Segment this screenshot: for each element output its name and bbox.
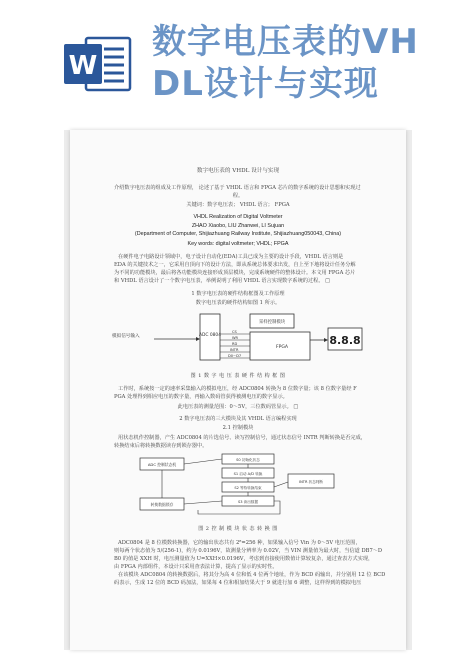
body-line: B0 的值是 XXH 时，电压测量值为 U=XXH×0.0196V，考虑到直接使用数值计算较复杂，通过查表方式实现， [114, 556, 374, 562]
body-line: 则每两个状态值为 5/(256-1)，约为 0.0196V，故测量分辨率为 0.02V，当 VIN 测量值为最大时，当信道 DB7～D [114, 548, 383, 554]
intr-check-label: INTR 状态判断 [299, 480, 323, 484]
adc-label: ADC 0804 [198, 333, 222, 338]
section-2-1-title: 2.1 控制模块 [222, 425, 254, 431]
abstract-line: 介绍数字电压表的组成及工作原理， 论述了基于 VHDL 语言和 FPGA 芯片的数字系统的设计思想和实现过 [114, 185, 361, 191]
body-line: 此电压表的测量范围：0～5V，三位数码管显示。 □ [177, 404, 299, 410]
body-line: 工作时，系统按一定的速率采集输入的模拟电压，经 ADC0804 转换为 8 位数字量；该 8 位数字量经 F [118, 386, 357, 392]
sampling-control-label: 采样控制模块 [258, 320, 286, 325]
keywords-cn: 关键词：数字电压表； VHDL 语言； FPGA [186, 202, 290, 208]
figure-1-caption: 图 1 数 字 电 压 表 硬 件 结 构 框 图 [190, 373, 286, 379]
display-value: 8.8.8 [329, 334, 361, 347]
section-1-intro: 数字电压表的硬件结构如图 1 所示。 [195, 300, 281, 306]
state-s3-label: S3 读出数据 [237, 500, 259, 504]
english-title: VHDL Realization of Digital Voltmeter [193, 214, 283, 220]
intro-line: 为不同的功能模块，最后将各功能模块连接形成顶层模块，完成系统硬件的整体设计。本文用 FPGA 芯片 [114, 270, 356, 276]
banner-title-line-1: 数字电压表的VH [152, 22, 419, 62]
document-page [70, 130, 406, 650]
body-line: ADC0804 是 8 位模数转换器，它的输出状态共有 2⁸=256 种，如果输入信号 Vin 为 0～5V 电压范围， [118, 540, 361, 546]
body-line: 在该模块 ADC0804 的转换数据后，将其分为高 4 位和低 4 位两个地址，作为 BCD 码输出，并分别用 12 位 BCD [118, 572, 386, 578]
signal-rd: RD [232, 342, 238, 346]
figure-1-block-diagram [110, 310, 366, 368]
intro-line: 和 VHDL 语言设计了一个数字电压表，举例说明了利用 VHDL 语言实现数字系统的过程。 □ [114, 278, 331, 284]
english-authors: ZHAO Xiaobo, LIU Zhanwei, LI Sujuan [191, 223, 285, 229]
section-1-title: 1 数字电压表的硬件结构框图及工作原理 [191, 291, 285, 297]
state-s2-label: S2 等待转换结束 [234, 486, 262, 490]
figure-2-state-diagram [138, 452, 338, 522]
body-line: 转换结束后将转换数据读存到锁存器中。 [114, 443, 208, 449]
signal-wr: WR [232, 336, 239, 340]
controller-label: ADC 控制状态机 [147, 462, 177, 467]
figure-2-caption: 图 2 控 制 模 块 状 态 转 换 图 [198, 526, 278, 532]
signal-intr: INTR [230, 348, 239, 352]
fpga-label: FPGA [275, 345, 289, 350]
state-s0-label: S0 初始化状态 [236, 458, 260, 462]
analog-input-label: 模拟信号输入 [112, 334, 140, 339]
body-line: 用状态机作控制器，产生 ADC0804 的片选信号、读写控制信号，通过状态信号 INTR 判断转换是否完成， [118, 435, 366, 441]
abstract-line: 程。 [232, 193, 244, 199]
signal-cs: CS [232, 330, 237, 334]
state-s1-label: S1 启动 A/D 转换 [233, 472, 263, 476]
body-line: PGA 处理得到相应电压的数字量，再输入数码管获得被测电压的数字显示。 [114, 394, 288, 400]
intro-line: 在硬件电子电路设计领域中，电子设计自动化(EDA)工具已成为主要的设计手段，VHDL 语言则是 [118, 254, 344, 260]
latch-label: 转换数据锁存 [150, 502, 174, 507]
section-2-title: 2 数字电压表的三大模块及其 VHDL 语言编程实现 [179, 416, 297, 422]
english-affiliation: (Department of Computer, Shijiazhuang Railway Institute, Shijiazhuang050043, China) [134, 231, 342, 237]
body-line: 由 FPGA 内部组件，本设计只采用查表法计算，提高了显示的实时性。 [114, 564, 278, 570]
word-icon-letter: W [68, 51, 98, 81]
signal-data-bus: D0~D7 [228, 354, 242, 358]
intro-line: EDA 的关键技术之一，它采用自顶向下的设计方法，即从系统总体要求出发，自上至下地将设计任务分解 [114, 262, 356, 268]
paper-header: 数字电压表的 VHDL 设计与实现 [196, 168, 280, 174]
body-line: 码表示，生成 12 位的 BCD 码加法，如果每 4 位和相加结果大于 9 就进行加 6 调整，这样得到的模拟电压 [114, 580, 362, 586]
banner-title-line-2: DL设计与实现 [152, 64, 379, 104]
word-document-icon [64, 36, 132, 92]
english-keywords: Key words: digital voltmeter; VHDL; FPGA [187, 241, 289, 247]
banner [0, 0, 474, 118]
